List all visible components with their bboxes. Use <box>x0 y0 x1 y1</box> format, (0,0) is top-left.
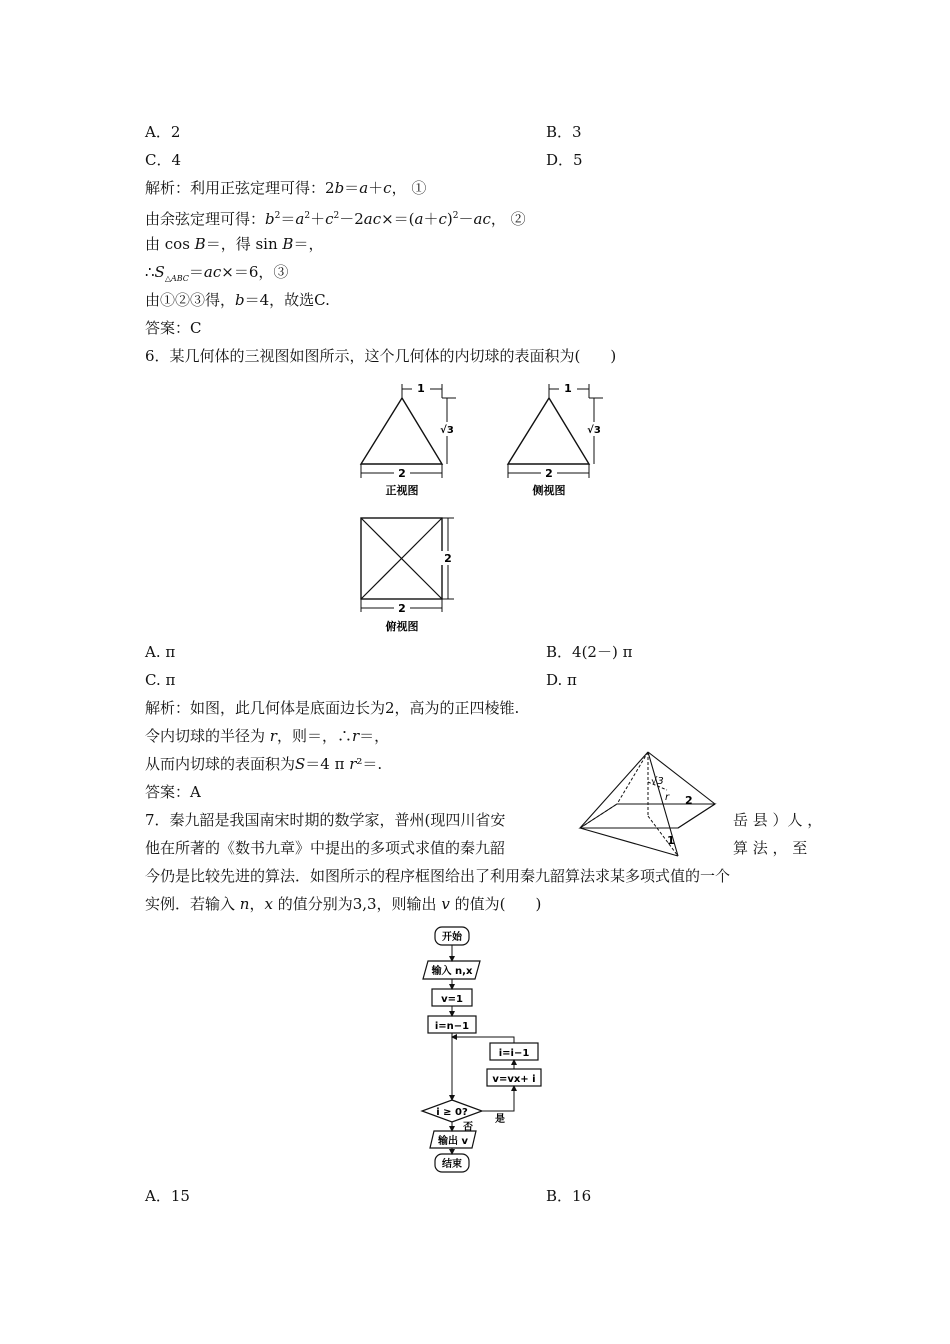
side-view-caption: 侧视图 <box>532 484 566 497</box>
q6-option-d: D. π <box>546 671 577 689</box>
flow-i-init-label: i=n−1 <box>434 1021 470 1032</box>
q5-option-c: C．4 <box>145 151 182 169</box>
q7-line-2a: 他在所著的《数书九章》中提出的多项式求值的秦九韶 <box>145 839 506 857</box>
top-dim-side: 2 <box>444 552 452 565</box>
q7-line-1b: 岳 县 ）人 ， <box>733 811 823 829</box>
q6-option-c: C. π <box>145 671 176 689</box>
pyramid-label-r: r <box>665 792 670 803</box>
side-view-diagram <box>497 378 617 500</box>
q6-stem: 6．某几何体的三视图如图所示，这个几何体的内切球的表面积为( ) <box>145 347 617 365</box>
front-dim-top: 1 <box>417 382 425 395</box>
front-view-diagram <box>350 378 470 500</box>
flow-v-update-label: v=vx+ i <box>492 1074 536 1085</box>
q6-solution-line-3: 从而内切球的表面积为S＝4 π r²＝. <box>145 755 383 773</box>
q7-line-2b: 算 法 ， 至 <box>733 839 808 857</box>
q7-line-1a: 7．秦九韶是我国南宋时期的数学家，普州(现四川省安 <box>145 811 506 829</box>
flow-end-label: 结束 <box>442 1159 462 1170</box>
q7-line-4: 实例．若输入 n，x 的值分别为3,3，则输出 v 的值为( ) <box>145 895 542 913</box>
q6-solution-line-1: 解析：如图，此几何体是底面边长为2，高为的正四棱锥. <box>145 699 520 717</box>
front-view-caption: 正视图 <box>385 484 419 497</box>
pyramid-diagram <box>575 748 723 860</box>
q5-option-a: A．2 <box>145 123 181 141</box>
front-dim-base: 2 <box>398 467 406 480</box>
side-dim-height: √3 <box>587 425 601 436</box>
front-dim-height: √3 <box>440 425 454 436</box>
flow-input-label: 输入 n,x <box>431 966 473 977</box>
side-dim-base: 2 <box>545 467 553 480</box>
flow-start-label: 开始 <box>442 932 462 943</box>
q7-option-a: A．15 <box>145 1187 190 1205</box>
flow-i-dec-label: i=i−1 <box>498 1048 530 1059</box>
pyramid-label-2: 2 <box>685 794 693 807</box>
side-dim-top: 1 <box>564 382 572 395</box>
pyramid-label-1: 1 <box>667 834 675 847</box>
q6-option-b: B．4(2－) π <box>546 643 633 661</box>
q5-option-d: D．5 <box>546 151 583 169</box>
flow-no-label: 否 <box>463 1122 473 1133</box>
q7-option-b: B．16 <box>546 1187 592 1205</box>
pyramid-label-sqrt3: √3 <box>651 776 664 787</box>
q6-option-a: A. π <box>145 643 176 661</box>
q5-solution-line-3: 由 cos B＝，得 sin B＝， <box>145 235 324 253</box>
top-view-caption: 俯视图 <box>385 620 419 633</box>
q5-solution-line-2: 由余弦定理可得：$b^2=a^2+c^2-2ac\times=(a+c)^2-ac$， ② <box>145 210 526 228</box>
q5-solution-line-4: $\therefore S_{\triangle ABC}=ac\times=6$，③ <box>145 263 289 283</box>
q6-solution-line-2: 令内切球的半径为 r，则＝，∴r＝， <box>145 727 390 745</box>
q7-line-3: 今仍是比较先进的算法．如图所示的程序框图给出了利用秦九韶算法求某多项式值的一个 <box>145 867 731 885</box>
q5-solution-line-1: 解析：利用正弦定理可得：2b＝a＋c， ① <box>145 179 427 197</box>
flow-output-label: 输出 v <box>438 1136 468 1147</box>
q5-solution-line-5: 由①②③得，b＝4，故选C. <box>145 291 330 309</box>
flow-v1-label: v=1 <box>441 994 463 1005</box>
q6-answer: 答案：A <box>145 783 201 801</box>
flowchart <box>410 924 560 1174</box>
top-view-diagram <box>350 512 470 636</box>
flow-yes-label: 是 <box>495 1114 505 1125</box>
q5-answer: 答案：C <box>145 319 202 337</box>
top-dim-base: 2 <box>398 602 406 615</box>
q5-option-b: B．3 <box>546 123 582 141</box>
flow-condition-label: i ≥ 0? <box>436 1107 468 1118</box>
